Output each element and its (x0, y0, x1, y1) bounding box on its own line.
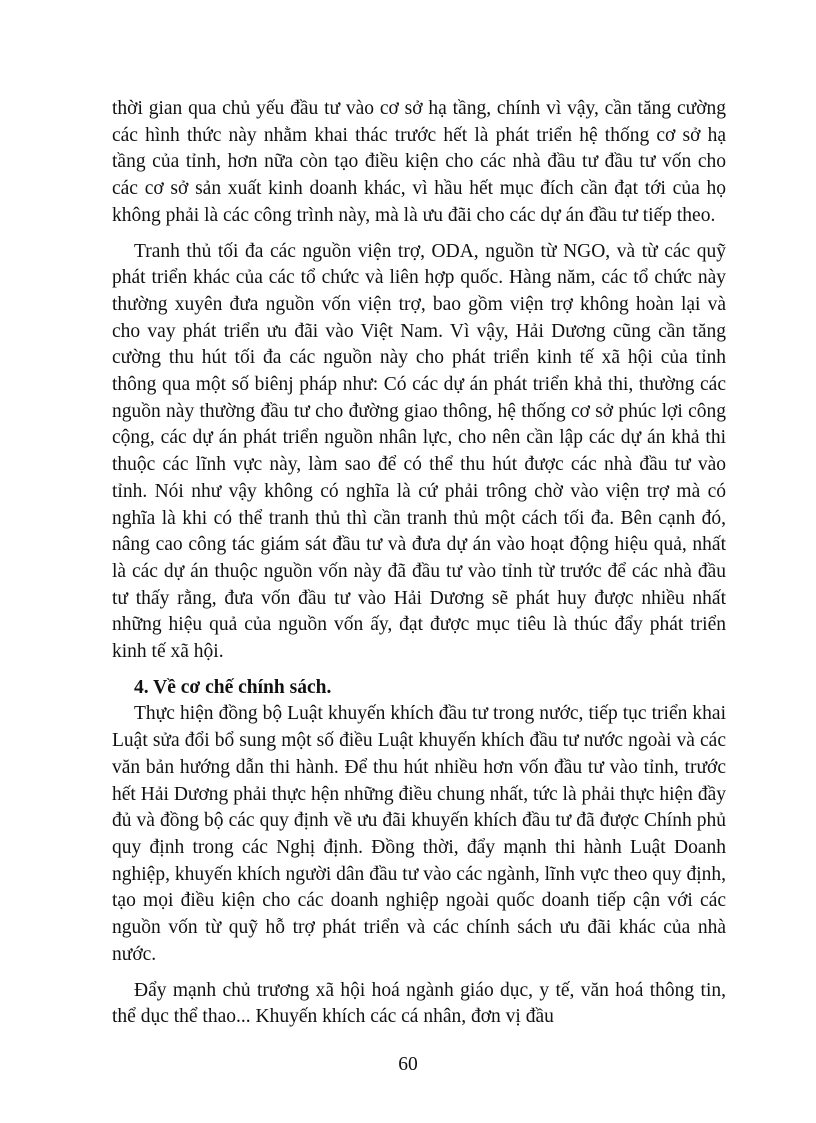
page-number: 60 (398, 1054, 418, 1075)
paragraph-socialization: Đẩy mạnh chủ trương xã hội hoá ngành giáo dục, y tế, văn hoá thông tin, thể dục thể thao... Khuyến khích các cá nhân, đơn vị đầu (112, 979, 726, 1028)
paragraph-infrastructure-continuation: thời gian qua chủ yếu đầu tư vào cơ sở hạ tầng, chính vì vậy, cần tăng cường các hình thức này nhằm khai thác trước hết là phát triển hệ thống cơ sở hạ tầng của tỉnh, hơn nữa còn tạo điều kiện cho các nhà đầu tư đầu tư vốn cho các cơ sở sản xuất kinh doanh khác, vì hầu hết mục đích cần đạt tới của họ không phải là các công trình này, mà là ưu đãi cho các dự án đầu tư tiếp theo. (112, 98, 726, 226)
paragraph-investment-law: Thực hiện đồng bộ Luật khuyến khích đầu tư trong nước, tiếp tục triển khai Luật sửa đổi bổ sung một số điều Luật khuyến khích đầu tư nước ngoài và các văn bản hướng dẫn thi hành. Để thu hút nhiều hơn vốn đầu tư vào tỉnh, trước hết Hải Dương phải thực hện những điều chung nhất, tức là phải thực hiện đầy đủ và đồng bộ các quy định về ưu đãi khuyến khích đầu tư đã được Chính phủ quy định trong các Nghị định. Đồng thời, đẩy mạnh thi hành Luật Doanh nghiệp, khuyến khích người dân đầu tư vào các ngành, lĩnh vực theo quy định, tạo mọi điều kiện cho các doanh nghiệp ngoài quốc doanh tiếp cận với các nguồn vốn từ quỹ hỗ trợ phát triển và các chính sách ưu đãi khác của nhà nước. (112, 703, 726, 965)
paragraph-oda-aid: Tranh thủ tối đa các nguồn viện trợ, ODA, nguồn từ NGO, và từ các quỹ phát triển khác của các tổ chức và liên hợp quốc. Hàng năm, các tổ chức này thường xuyên đưa nguồn vốn viện trợ, bao gồm viện trợ không hoàn lại và cho vay phát triển ưu đãi vào Việt Nam. Vì vậy, Hải Dương cũng cần tăng cường thu hút tối đa các nguồn này cho phát triển kinh tế xã hội của tỉnh thông qua một số biênj pháp như: Có các dự án phát triển khả thi, thường các nguồn này thường đầu tư cho đường giao thông, hệ thống cơ sở phúc lợi công cộng, các dự án phát triển nguồn nhân lực, cho nên cần lập các dự án khả thi thuộc các lĩnh vực này, làm sao để có thể thu hút được các nhà đầu tư vào tỉnh. Nói như vậy không có nghĩa là cứ phải trông chờ vào viện trợ mà có nghĩa là khi có thể tranh thủ thì cần tranh thủ một cách tối đa. Bên cạnh đó, nâng cao công tác giám sát đầu tư và đưa dự án vào hoạt động hiệu quả, nhất là các dự án thuộc nguồn vốn này đã đầu tư vào tỉnh từ trước để các nhà đầu tư thấy rằng, đưa vốn đầu tư vào Hải Dương sẽ phát huy được nhiều nhất những hiệu quả của nguồn vốn ấy, đạt được mục tiêu là thúc đẩy phát triển kinh tế xã hội. (112, 240, 726, 663)
section-heading-policy-mechanism: 4. Về cơ chế chính sách. (134, 676, 332, 698)
document-page (112, 96, 726, 1031)
